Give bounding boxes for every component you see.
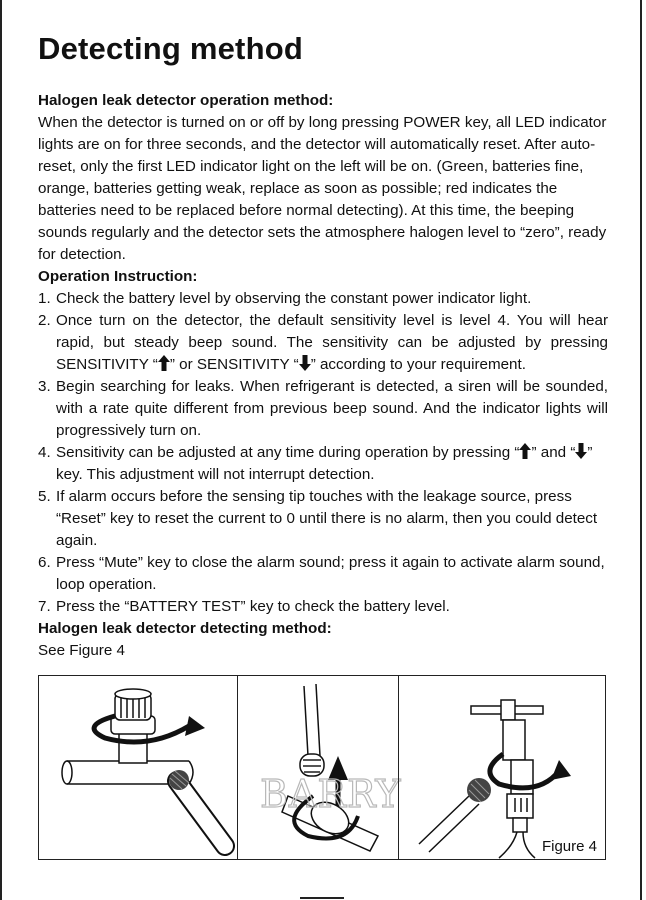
list-item xyxy=(38,376,608,442)
list-item xyxy=(38,552,608,596)
pipe-joint-illustration xyxy=(238,676,398,859)
valve-cap-illustration xyxy=(39,676,237,859)
list-number: 3. xyxy=(38,378,51,395)
valve-tee-illustration xyxy=(399,676,607,859)
list-number: 1. xyxy=(38,290,51,307)
down-arrow-icon xyxy=(575,443,587,459)
list-item xyxy=(38,442,608,486)
list-item xyxy=(38,486,608,552)
list-item xyxy=(38,596,608,618)
page-title: Detecting method xyxy=(38,31,303,66)
list-item-text: ” and “ xyxy=(531,444,576,461)
up-arrow-icon xyxy=(519,443,531,459)
instruction-list xyxy=(38,288,608,618)
list-item-text: Check the battery level by observing the constant power indicator light. xyxy=(56,290,532,307)
list-item-text: Sensitivity can be adjusted at any time during operation by pressing “ xyxy=(56,444,520,461)
list-item xyxy=(38,310,608,376)
list-item-text: Press “Mute” key to close the alarm sound; press it again to activate alarm sound, loop operation. xyxy=(56,554,605,593)
document-content xyxy=(38,90,608,662)
figure-panel-valve-tee xyxy=(398,676,607,859)
figure-caption: Figure 4 xyxy=(541,838,597,855)
page-edge-left xyxy=(0,0,2,900)
page-edge-right xyxy=(640,0,642,900)
figure-reference: See Figure 4 xyxy=(38,642,125,659)
list-number: 6. xyxy=(38,554,51,571)
list-item-text: ” key. This adjustment will not interrupt detection. xyxy=(56,444,593,483)
list-number: 7. xyxy=(38,598,51,615)
figure-panel-pipe-joint xyxy=(237,676,402,859)
watermark: BARRY xyxy=(260,772,402,816)
section-heading-operation-method: Halogen leak detector operation method: xyxy=(38,92,334,109)
list-number: 5. xyxy=(38,488,51,505)
list-item-text: Begin searching for leaks. When refrigerant is detected, a siren will be sounded, with a rate quite different from previous beep sound. And the indicator lights will progressively turn on. xyxy=(56,378,608,439)
list-item-text: Press the “BATTERY TEST” key to check the battery level. xyxy=(56,598,450,615)
figure-4 xyxy=(38,675,606,860)
page-footer-mark xyxy=(300,897,344,899)
list-number: 2. xyxy=(38,312,51,329)
section-heading-operation-instruction: Operation Instruction: xyxy=(38,268,198,285)
operation-method-paragraph: When the detector is turned on or off by long pressing POWER key, all LED indicator lights are on for three seconds, and the detector will automatically reset. After auto-reset, only the first LED indicator light on the left will be on. (Green, batteries fine, orange, batteries getting weak, replace as soon as possible; red indicates the batteries need to be replaced before normal detecting). At this time, the beeping sounds regularly and the detector sets the atmosphere halogen level to “zero”, ready for detection. xyxy=(38,114,607,263)
figure-panel-valve-cap xyxy=(39,676,237,859)
document-page xyxy=(38,30,608,662)
up-arrow-icon xyxy=(158,355,170,371)
down-arrow-icon xyxy=(299,355,311,371)
list-item-text: ” or SENSITIVITY “ xyxy=(169,356,299,373)
list-item-text: If alarm occurs before the sensing tip touches with the leakage source, press “Reset” key to reset the current to 0 until there is no alarm, then you could detect again. xyxy=(56,488,598,549)
list-item xyxy=(38,288,608,310)
list-number: 4. xyxy=(38,444,51,461)
list-item-text: Once turn on the detector, the default sensitivity level is level 4. You will hear rapid, but steady beep sound. The sensitivity can be adjusted by pressing SENSITIVITY “ xyxy=(56,312,608,373)
list-item-text: ” according to your requirement. xyxy=(310,356,526,373)
section-heading-detecting-method: Halogen leak detector detecting method: xyxy=(38,620,332,637)
